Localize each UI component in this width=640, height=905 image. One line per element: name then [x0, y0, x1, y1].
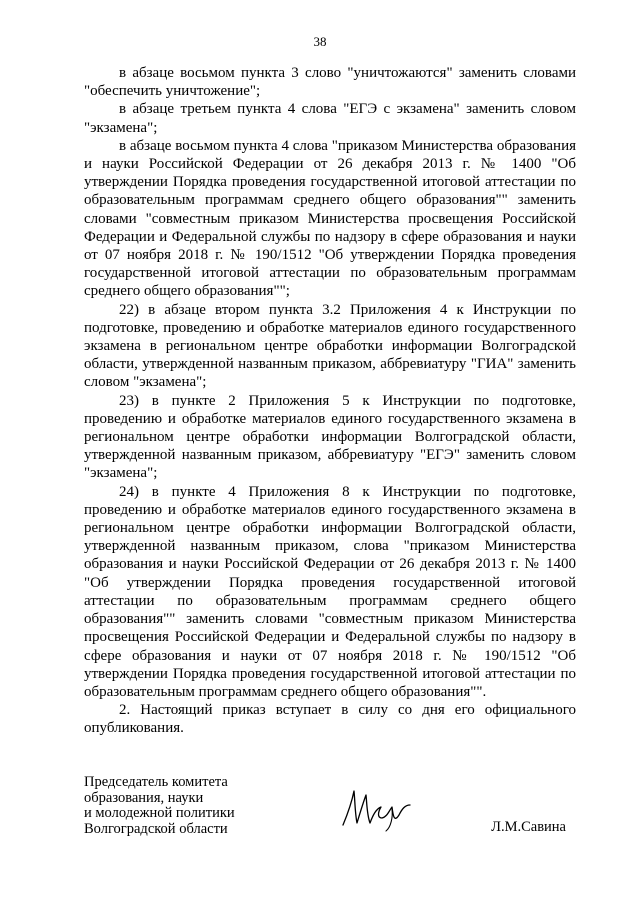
signatory-title-line: образования, науки — [84, 789, 204, 806]
handwritten-signature — [339, 785, 414, 833]
paragraph-item-24: 24) в пункте 4 Приложения 8 к Инструкции по подготовке, проведению и обработке материалов единого государственного экзамена в региональном центре обработки информации Волгоградской области, утвержденной названным приказом, слова "приказом Министерства образования и науки Российской Федерации от 26 декабря 2013 г. № 1400 "Об утверждении Порядка проведения государственной итоговой аттестации по образовательным программам среднего общего образования"" заменить словами "совместным приказом Министерства просвещения Российской Федерации и Федеральной службы по надзору в сфере образования и науки от 07 ноября 2018 г. № 190/1512 "Об утверждении Порядка проведения государственной итоговой аттестации по образовательным программам среднего общего образования"". — [84, 483, 576, 700]
signatory-title-line: Волгоградской области — [84, 820, 228, 837]
paragraph-effective-date: 2. Настоящий приказ вступает в силу со дня его официального опубликования. — [84, 702, 576, 737]
paragraph-point3-abzac8: в абзаце восьмом пункта 3 слово "уничтожаются" заменить словами "обеспечить уничтожение"; — [84, 65, 576, 100]
paragraph-item-22: 22) в абзаце втором пункта 3.2 Приложения 4 к Инструкции по подготовке, проведению и обработке материалов единого государственного экзамена в региональном центре обработки информации Волгоградской области, утвержденной названным приказом, аббревиатуру "ГИА" заменить словом "экзамена"; — [84, 301, 576, 391]
signatory-title-line: и молодежной политики — [84, 805, 235, 821]
paragraph-point4-abzac8: в абзаце восьмом пункта 4 слова "приказом Министерства образования и науки Российской Федерации от 26 декабря 2013 г. № 1400 "Об утверждении Порядка проведения государственной итоговой аттестации по образовательным программам среднего общего образования"" заменить словами "совместным приказом Министерства просвещения Российской Федерации и Федеральной службы по надзору в сфере образования и науки от 07 ноября 2018 г. № 190/1512 "Об утверждении Порядка проведения государственной итоговой аттестации по образовательным программам среднего общего образования""; — [84, 137, 576, 300]
document-body — [84, 64, 576, 738]
signatory-name: Л.М.Савина — [491, 819, 566, 835]
paragraph-item-23: 23) в пункте 2 Приложения 5 к Инструкции по подготовке, проведению и обработке материалов единого государственного экзамена в региональном центре обработки информации Волгоградской области, утвержденной названным приказом, аббревиатуру "ЕГЭ" заменить словом "экзамена"; — [84, 392, 576, 482]
signatory-title-line: Председатель комитета — [84, 774, 228, 790]
signature-block — [84, 775, 576, 835]
page-number: 38 — [313, 34, 327, 49]
paragraph-point4-abzac3: в абзаце третьем пункта 4 слова "ЕГЭ с экзамена" заменить словом "экзамена"; — [84, 101, 576, 136]
